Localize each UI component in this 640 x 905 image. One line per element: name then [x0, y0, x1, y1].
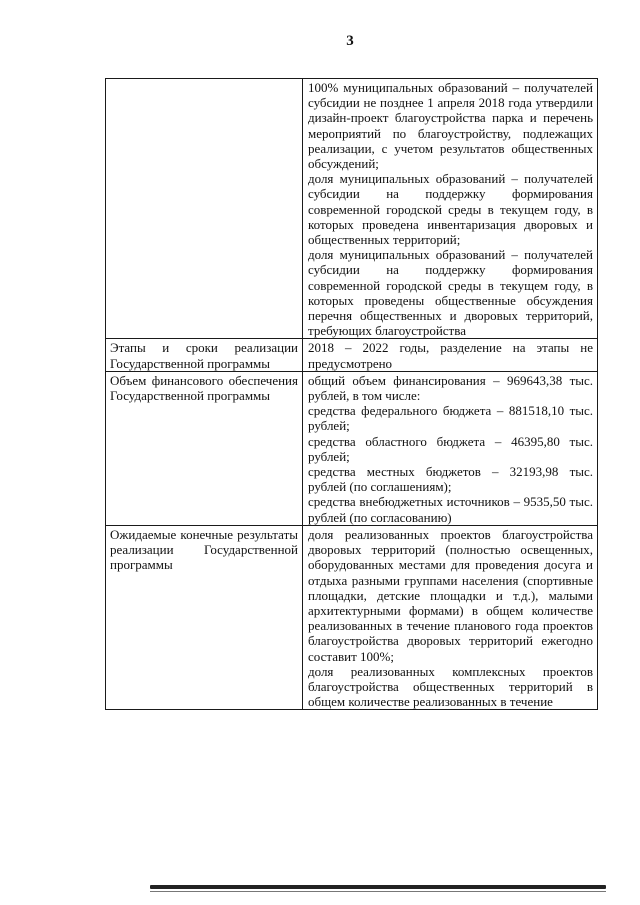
row-label: [106, 79, 303, 339]
paragraph: доля реализованных проектов благоустройства дворовых территорий (полностью освещенных, оборудованных местами для проведения досуга и отдыха разными группами населения (спортивные площадки, детские площадки и т.д.), малыми архитектурными формами) в общем количестве реализованных в течение планового года проектов благоустройства дворовых территорий ежегодно составит 100%;: [308, 526, 593, 664]
page-number: 3: [346, 33, 354, 49]
footer-rule: [150, 885, 606, 889]
row-content: [303, 525, 598, 709]
row-label: Этапы и сроки реализации Государственной программы: [106, 339, 303, 371]
paragraph: доля муниципальных образований – получателей субсидии на поддержку формирования современной городской среды в текущем году, в которых проведена инвентаризация дворовых и общественных территорий;: [308, 171, 593, 248]
table-row: [106, 79, 598, 339]
paragraph: средства местных бюджетов – 32193,98 тыс. рублей (по соглашениям);: [308, 464, 593, 495]
paragraph: средства областного бюджета – 46395,80 тыс. рублей;: [308, 433, 593, 464]
row-label: Ожидаемые конечные результаты реализации Государственной программы: [106, 525, 303, 709]
paragraph: общий объем финансирования – 969643,38 тыс. рублей, в том числе:: [308, 372, 593, 404]
row-content: [303, 371, 598, 525]
paragraph: средства федерального бюджета – 881518,10 тыс. рублей;: [308, 403, 593, 434]
row-label: Объем финансового обеспечения Государственной программы: [106, 371, 303, 525]
paragraph: 100% муниципальных образований – получателей субсидии не позднее 1 апреля 2018 года утвердили дизайн-проект благоустройства парка и перечень мероприятий по благоустройству, подлежащих реализации, с учетом результатов общественных обсуждений;: [308, 80, 593, 172]
row-content: [303, 79, 598, 339]
program-passport-table: [105, 78, 598, 710]
row-content: [303, 339, 598, 371]
paragraph: 2018 – 2022 годы, разделение на этапы не предусмотрено: [308, 340, 593, 371]
table-row: [106, 525, 598, 709]
table-row: [106, 339, 598, 371]
paragraph: доля реализованных комплексных проектов благоустройства общественных территорий в общем количестве реализованных в течение: [308, 663, 593, 710]
paragraph: доля муниципальных образований – получателей субсидии на поддержку формирования современной городской среды в текущем году, в которых проведены общественные обсуждения перечня общественных и дворовых территорий, требующих благоустройства: [308, 247, 593, 339]
footer-rule-thin: [150, 891, 606, 892]
table-row: [106, 371, 598, 525]
paragraph: средства внебюджетных источников – 9535,50 тыс. рублей (по согласованию): [308, 494, 593, 525]
